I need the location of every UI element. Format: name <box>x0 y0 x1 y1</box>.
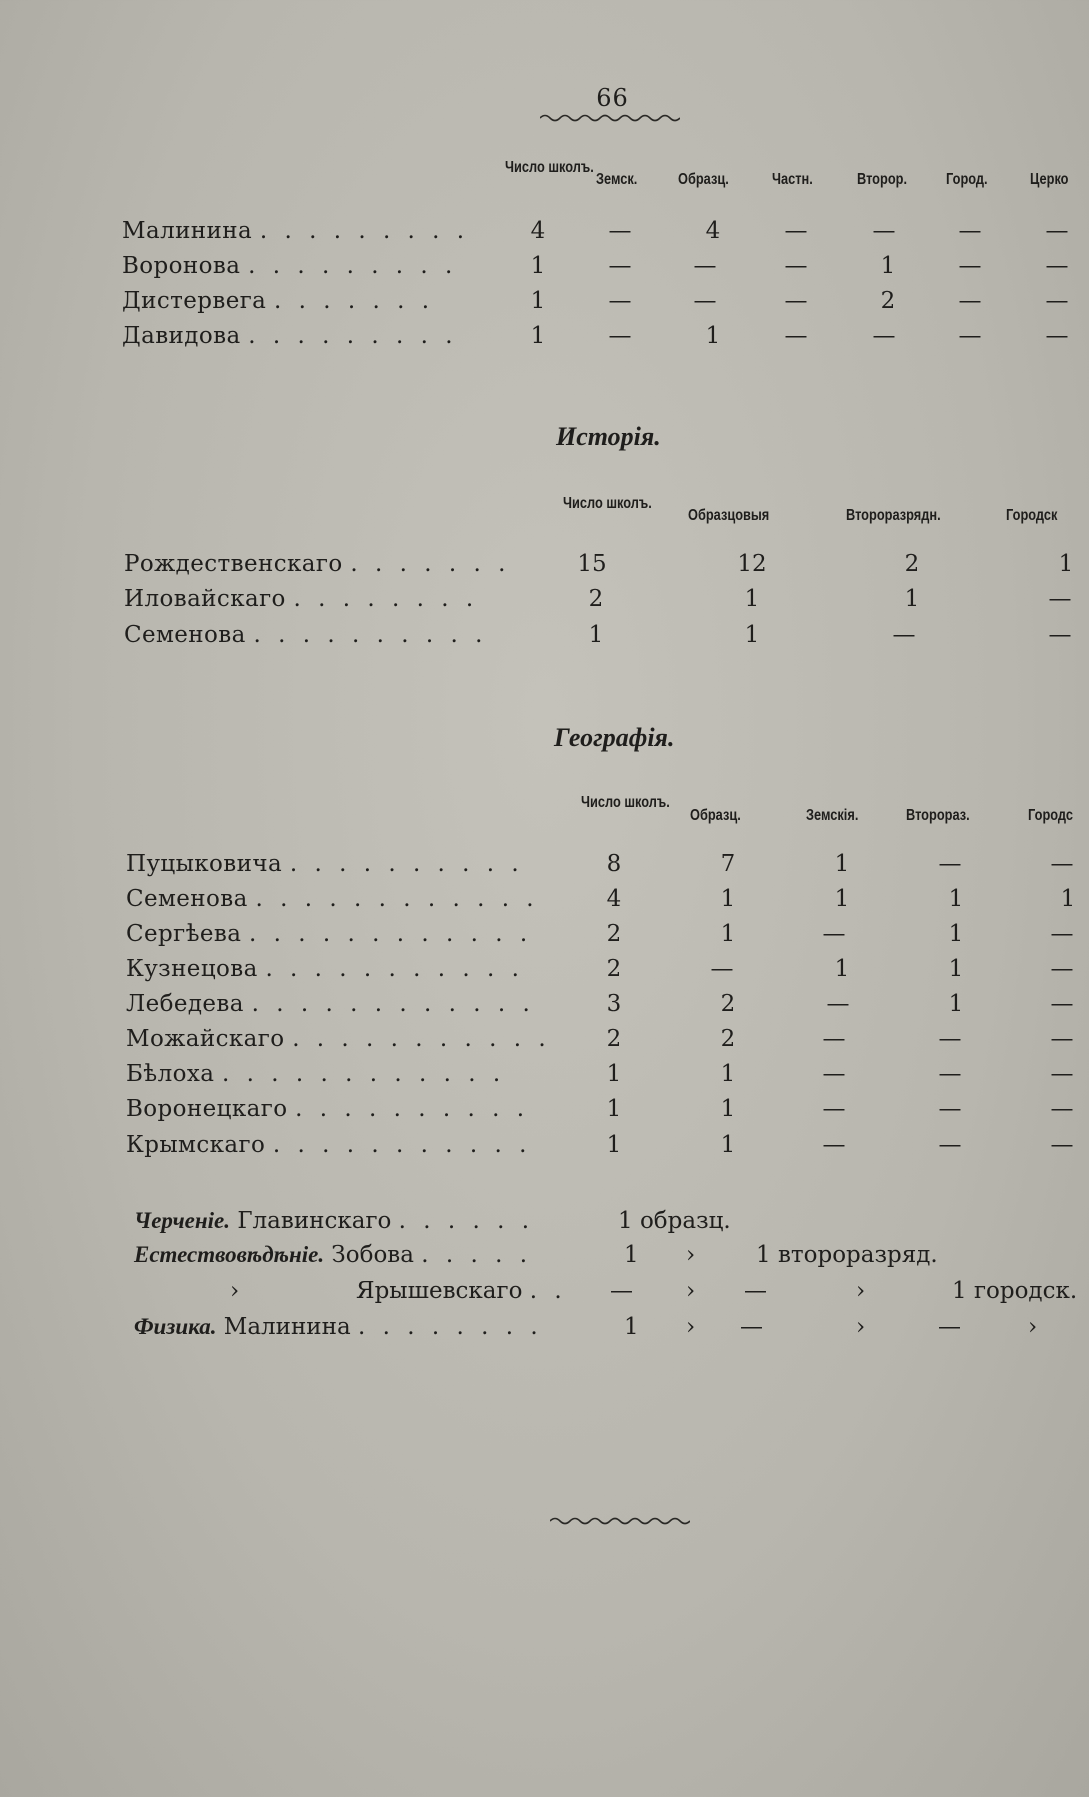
nature-text: Зобова <box>331 1242 414 1268</box>
cell: — <box>826 991 850 1017</box>
t1-header-count: Число школъ. <box>505 159 594 176</box>
cell: 1 <box>720 1061 736 1087</box>
cell: — <box>784 253 808 279</box>
t1-header-vtoror: Второр. <box>857 171 908 188</box>
cell: 1 <box>948 886 964 912</box>
row-name: Воронова <box>122 253 241 279</box>
row-leader: . . . . . . . . . . . . <box>255 886 539 912</box>
cell: 4 <box>606 886 622 912</box>
row-name: Семенова <box>126 886 248 912</box>
physics-m2: › <box>856 1314 866 1340</box>
cell: 1 <box>1058 551 1074 577</box>
row-name: Семенова <box>124 622 246 648</box>
row-name: Рождественскаго <box>124 551 343 577</box>
geo-header-zemsk: Земскія. <box>806 807 859 824</box>
physics-text: Малинина <box>223 1314 351 1340</box>
physics-v2: — <box>740 1314 763 1340</box>
hist-header-obrazts: Образцовыя <box>688 507 770 524</box>
cell: 1 <box>948 991 964 1017</box>
table-row <box>0 323 1089 355</box>
cell: — <box>608 323 632 349</box>
table-row <box>0 622 1089 654</box>
cell: — <box>608 288 632 314</box>
yarysh-line <box>356 1278 567 1304</box>
cell: 1 <box>744 622 760 648</box>
cell: — <box>938 1026 962 1052</box>
hist-header-gorod: Городск <box>1006 507 1058 524</box>
cell: — <box>892 622 916 648</box>
row-leader: . . . . . . . . <box>293 586 479 612</box>
nature-value: 1 <box>624 1242 639 1268</box>
row-name: Иловайскаго <box>124 586 286 612</box>
row-name: Лебедева <box>126 991 244 1017</box>
geo-header-obrazts: Образц. <box>690 807 741 824</box>
row-leader: . . . . . . . . . . . . <box>251 991 535 1017</box>
row-leader: . . . . . . . . . . <box>253 622 488 648</box>
row-leader: . . . . . . . . . <box>248 323 458 349</box>
t1-header-zemsk: Земск. <box>596 171 638 188</box>
geo-header-count: Число школъ. <box>581 794 670 811</box>
cell: 2 <box>606 921 622 947</box>
table-row <box>0 1132 1089 1164</box>
cell: 1 <box>904 586 920 612</box>
yarysh-v3: 1 городск. <box>952 1278 1078 1304</box>
cell: 2 <box>904 551 920 577</box>
cell: 1 <box>705 323 721 349</box>
cell: 1 <box>948 921 964 947</box>
cell: — <box>958 253 982 279</box>
yarysh-m1: › <box>686 1278 696 1304</box>
cell: — <box>608 218 632 244</box>
cell: 2 <box>720 1026 736 1052</box>
physics-line <box>134 1314 543 1340</box>
row-name: Малинина <box>122 218 253 244</box>
nature-leader: . . . . . <box>421 1242 533 1268</box>
cell: 1 <box>880 253 896 279</box>
cell: — <box>710 956 734 982</box>
cell: — <box>1050 1026 1074 1052</box>
cell: 1 <box>530 288 546 314</box>
cell: 1 <box>744 586 760 612</box>
top-ornament <box>540 113 680 123</box>
cell: — <box>608 253 632 279</box>
row-leader: . . . . . . . <box>274 288 435 314</box>
cell: 1 <box>834 851 850 877</box>
section-title-history: Исторія. <box>556 422 661 451</box>
drawing-leader: . . . . . . <box>398 1208 535 1234</box>
cell: 1 <box>720 1096 736 1122</box>
cell: 1 <box>606 1061 622 1087</box>
cell: — <box>822 921 846 947</box>
row-leader: . . . . . . . . . <box>248 253 458 279</box>
row-name: Бѣлоха <box>126 1061 215 1087</box>
table-row <box>0 921 1089 953</box>
cell: 1 <box>588 622 604 648</box>
physics-v3: — <box>938 1314 961 1340</box>
drawing-label: Черченіе. <box>134 1208 231 1233</box>
cell: — <box>872 218 896 244</box>
cell: — <box>872 323 896 349</box>
cell: 1 <box>1060 886 1076 912</box>
cell: 1 <box>530 253 546 279</box>
table-row <box>0 253 1089 285</box>
table-row <box>0 218 1089 250</box>
cell: — <box>938 1096 962 1122</box>
cell: 4 <box>530 218 546 244</box>
cell: 1 <box>834 886 850 912</box>
row-leader: . . . . . . . . . . . <box>272 1132 532 1158</box>
yarysh-v1: — <box>610 1278 633 1304</box>
drawing-text: Главинскаго <box>237 1208 392 1234</box>
cell: 2 <box>606 956 622 982</box>
row-leader: . . . . . . . . . . . . <box>222 1061 506 1087</box>
cell: — <box>1050 1132 1074 1158</box>
cell: — <box>693 253 717 279</box>
cell: 12 <box>737 551 767 577</box>
nature-line <box>134 1242 532 1268</box>
geo-header-vtoror: Второраз. <box>906 807 970 824</box>
row-name: Воронецкаго <box>126 1096 288 1122</box>
cell: 15 <box>577 551 607 577</box>
cell: 1 <box>720 921 736 947</box>
cell: — <box>1050 956 1074 982</box>
cell: — <box>1050 1096 1074 1122</box>
cell: — <box>1050 921 1074 947</box>
table-row <box>0 288 1089 320</box>
row-name: Давидова <box>122 323 241 349</box>
table-row <box>0 956 1089 988</box>
table-row <box>0 551 1089 583</box>
row-leader: . . . . . . . . . . . <box>265 956 524 982</box>
cell: — <box>958 323 982 349</box>
cell: — <box>822 1026 846 1052</box>
row-name: Пуцыковича <box>126 851 283 877</box>
yarysh-m2: › <box>856 1278 866 1304</box>
cell: — <box>784 218 808 244</box>
cell: — <box>1048 622 1072 648</box>
t1-header-obrazts: Образц. <box>678 171 729 188</box>
cell: — <box>822 1061 846 1087</box>
row-name: Дистервега <box>122 288 267 314</box>
cell: 4 <box>705 218 721 244</box>
cell: — <box>1045 323 1069 349</box>
cell: 1 <box>948 956 964 982</box>
cell: 1 <box>530 323 546 349</box>
physics-label: Физика. <box>134 1314 217 1339</box>
cell: 2 <box>720 991 736 1017</box>
nature-label: Естествовѣдѣніе. <box>134 1242 325 1267</box>
drawing-value: 1 образц. <box>618 1208 731 1234</box>
t1-header-chastn: Частн. <box>772 171 813 188</box>
cell: — <box>1048 586 1072 612</box>
row-name: Кузнецова <box>126 956 258 982</box>
cell: — <box>1050 851 1074 877</box>
cell: — <box>1045 288 1069 314</box>
row-leader: . . . . . . . . . . <box>289 851 524 877</box>
drawing-line <box>134 1208 534 1234</box>
t1-header-gorod: Город. <box>946 171 988 188</box>
cell: — <box>1045 218 1069 244</box>
section-title-geography: Географія. <box>554 723 675 752</box>
row-name: Крымскаго <box>126 1132 266 1158</box>
table-row <box>0 1026 1089 1058</box>
row-leader: . . . . . . . . . . . . <box>249 921 533 947</box>
cell: 8 <box>606 851 622 877</box>
cell: — <box>1050 1061 1074 1087</box>
cell: 3 <box>606 991 622 1017</box>
cell: 2 <box>880 288 896 314</box>
physics-m1: › <box>686 1314 696 1340</box>
table-row <box>0 991 1089 1023</box>
nature-mark: › <box>686 1242 696 1268</box>
row-name: Сергѣева <box>126 921 242 947</box>
cell: — <box>784 323 808 349</box>
table-row <box>0 586 1089 618</box>
cell: — <box>822 1096 846 1122</box>
cell: 1 <box>606 1132 622 1158</box>
table-row <box>0 886 1089 918</box>
cell: — <box>958 288 982 314</box>
cell: — <box>822 1132 846 1158</box>
geo-header-gorod: Городс <box>1028 807 1073 824</box>
hist-header-vtoror: Второразрядн. <box>846 507 941 524</box>
page-number: 66 <box>596 84 629 112</box>
cell: 2 <box>606 1026 622 1052</box>
cell: 2 <box>588 586 604 612</box>
yarysh-v2: — <box>744 1278 767 1304</box>
physics-leader: . . . . . . . . <box>357 1314 543 1340</box>
row-name: Можайскаго <box>126 1026 285 1052</box>
cell: 1 <box>720 886 736 912</box>
yarysh-text: Ярышевскаго <box>356 1278 523 1304</box>
row-leader: . . . . . . . . . . <box>295 1096 530 1122</box>
table-row <box>0 1061 1089 1093</box>
table-row <box>0 1096 1089 1128</box>
nature-value-2: 1 второразряд. <box>756 1242 938 1268</box>
yarysh-mark: › <box>230 1278 240 1304</box>
cell: 1 <box>606 1096 622 1122</box>
cell: — <box>938 1132 962 1158</box>
cell: — <box>1050 991 1074 1017</box>
bottom-ornament <box>550 1516 690 1526</box>
cell: 7 <box>720 851 736 877</box>
physics-v1: 1 <box>624 1314 639 1340</box>
row-leader: . . . . . . . . . <box>259 218 470 244</box>
yarysh-leader: . . <box>529 1278 567 1304</box>
cell: — <box>938 1061 962 1087</box>
cell: 1 <box>834 956 850 982</box>
table-row <box>0 851 1089 883</box>
cell: — <box>784 288 808 314</box>
cell: 1 <box>720 1132 736 1158</box>
t1-header-tserk: Церко <box>1030 171 1069 188</box>
cell: — <box>958 218 982 244</box>
physics-m3: › <box>1028 1314 1038 1340</box>
hist-header-count: Число школъ. <box>563 495 652 512</box>
cell: — <box>693 288 717 314</box>
row-leader: . . . . . . . <box>350 551 511 577</box>
row-leader: . . . . . . . . . . . <box>292 1026 551 1052</box>
cell: — <box>1045 253 1069 279</box>
cell: — <box>938 851 962 877</box>
